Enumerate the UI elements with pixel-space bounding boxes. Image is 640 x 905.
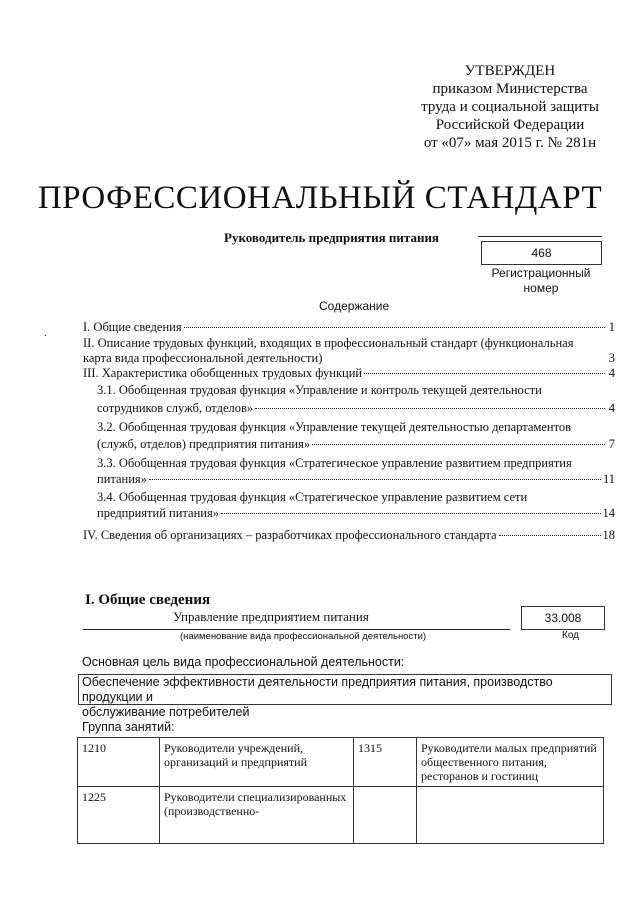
table-cell bbox=[417, 787, 604, 844]
registration-caption-line: номер bbox=[523, 281, 559, 295]
approval-line: Российской Федерации bbox=[435, 117, 585, 133]
toc-item-text: карта вида профессиональной деятельности) bbox=[83, 351, 323, 365]
table-row bbox=[78, 738, 604, 787]
toc-item[interactable] bbox=[83, 528, 615, 543]
toc-item-text: III. Характеристика обобщенных трудовых функций bbox=[83, 366, 363, 380]
toc-page: 3 bbox=[608, 351, 615, 365]
toc-item-text: сотрудников служб, отделов» bbox=[97, 401, 254, 415]
registration-caption bbox=[476, 266, 606, 296]
toc-page: 7 bbox=[608, 437, 615, 451]
table-cell: 1315 bbox=[354, 738, 417, 787]
toc-item-text: II. Описание трудовых функций, входящих в профессиональный стандарт (функциональная bbox=[83, 336, 574, 350]
standard-name: Руководитель предприятия питания bbox=[224, 230, 439, 245]
toc-item[interactable] bbox=[97, 383, 542, 398]
approval-date: от «07» мая 2015 г. № 281н bbox=[423, 135, 597, 151]
toc-item[interactable] bbox=[83, 336, 573, 351]
toc-item[interactable] bbox=[83, 320, 615, 335]
toc-item[interactable] bbox=[97, 472, 615, 487]
toc-item[interactable] bbox=[97, 490, 527, 505]
activity-name: Управление предприятием питания bbox=[173, 609, 369, 624]
toc-item[interactable] bbox=[83, 366, 615, 381]
margin-mark: . bbox=[44, 328, 47, 339]
toc-page: 18 bbox=[602, 528, 615, 542]
goal-text: Обеспечение эффективности деятельности предприятия питания, производство продукции и bbox=[82, 675, 553, 704]
toc-item-text: предприятий питания» bbox=[97, 506, 219, 520]
registration-number: 468 bbox=[481, 241, 602, 265]
toc-item[interactable] bbox=[97, 506, 615, 521]
section-title: I. Общие сведения bbox=[85, 592, 211, 608]
occupation-table bbox=[77, 737, 604, 844]
table-cell: 1225 bbox=[78, 787, 160, 844]
table-cell: 1210 bbox=[78, 738, 160, 787]
toc-item-text: (служб, отделов) предприятия питания» bbox=[97, 437, 311, 451]
table-row bbox=[78, 787, 604, 844]
toc-item[interactable] bbox=[97, 401, 615, 416]
table-cell: Руководители учреждений, организаций и предприятий bbox=[160, 738, 354, 787]
toc-item-text: IV. Сведения об организациях – разработчиках профессионального стандарта bbox=[83, 528, 497, 542]
goal-text: обслуживание потребителей bbox=[82, 705, 250, 719]
document-title: ПРОФЕССИОНАЛЬНЫЙ СТАНДАРТ bbox=[37, 180, 603, 216]
toc-page: 11 bbox=[602, 472, 615, 486]
toc-item[interactable] bbox=[83, 351, 615, 366]
table-cell: Руководители малых предприятий общественного питания, ресторанов и гостиниц bbox=[417, 738, 604, 787]
toc-item-text: 3.1. Обобщенная трудовая функция «Управление и контроль текущей деятельности bbox=[97, 383, 542, 397]
toc-item-text: 3.4. Обобщенная трудовая функция «Стратегическое управление развитием сети bbox=[97, 490, 528, 504]
toc-item-text: питания» bbox=[97, 472, 147, 486]
toc-page: 14 bbox=[602, 506, 615, 520]
toc-page: 4 bbox=[608, 401, 615, 415]
approval-heading: УТВЕРЖДЕН bbox=[464, 63, 556, 79]
registration-caption-line: Регистрационный bbox=[491, 266, 591, 280]
activity-caption: (наименование вида профессиональной деятельности) bbox=[180, 631, 427, 642]
approval-line: труда и социальной защиты bbox=[421, 99, 599, 115]
toc-item[interactable] bbox=[97, 456, 572, 471]
table-cell: Руководители специализированных (производственно- bbox=[160, 787, 354, 844]
contents-heading: Содержание bbox=[319, 299, 390, 313]
toc-item-text: 3.2. Обобщенная трудовая функция «Управление текущей деятельностью департаментов bbox=[97, 420, 572, 434]
toc-page: 4 bbox=[608, 366, 615, 380]
table-cell bbox=[354, 787, 417, 844]
code-caption: Код bbox=[562, 630, 580, 641]
approval-block bbox=[380, 62, 640, 152]
toc-item[interactable] bbox=[97, 420, 571, 435]
group-label: Группа занятий: bbox=[82, 720, 175, 734]
toc-item[interactable] bbox=[97, 437, 615, 452]
divider bbox=[83, 629, 510, 630]
toc-item-text: I. Общие сведения bbox=[83, 320, 182, 334]
goal-label: Основная цель вида профессиональной деятельности: bbox=[82, 655, 405, 669]
divider bbox=[478, 236, 602, 237]
approval-line: приказом Министерства bbox=[432, 81, 588, 97]
goal-box bbox=[78, 674, 612, 719]
toc-item-text: 3.3. Обобщенная трудовая функция «Стратегическое управление развитием предприятия bbox=[97, 456, 572, 470]
toc-page: 1 bbox=[608, 320, 615, 334]
activity-code: 33.008 bbox=[521, 606, 605, 630]
